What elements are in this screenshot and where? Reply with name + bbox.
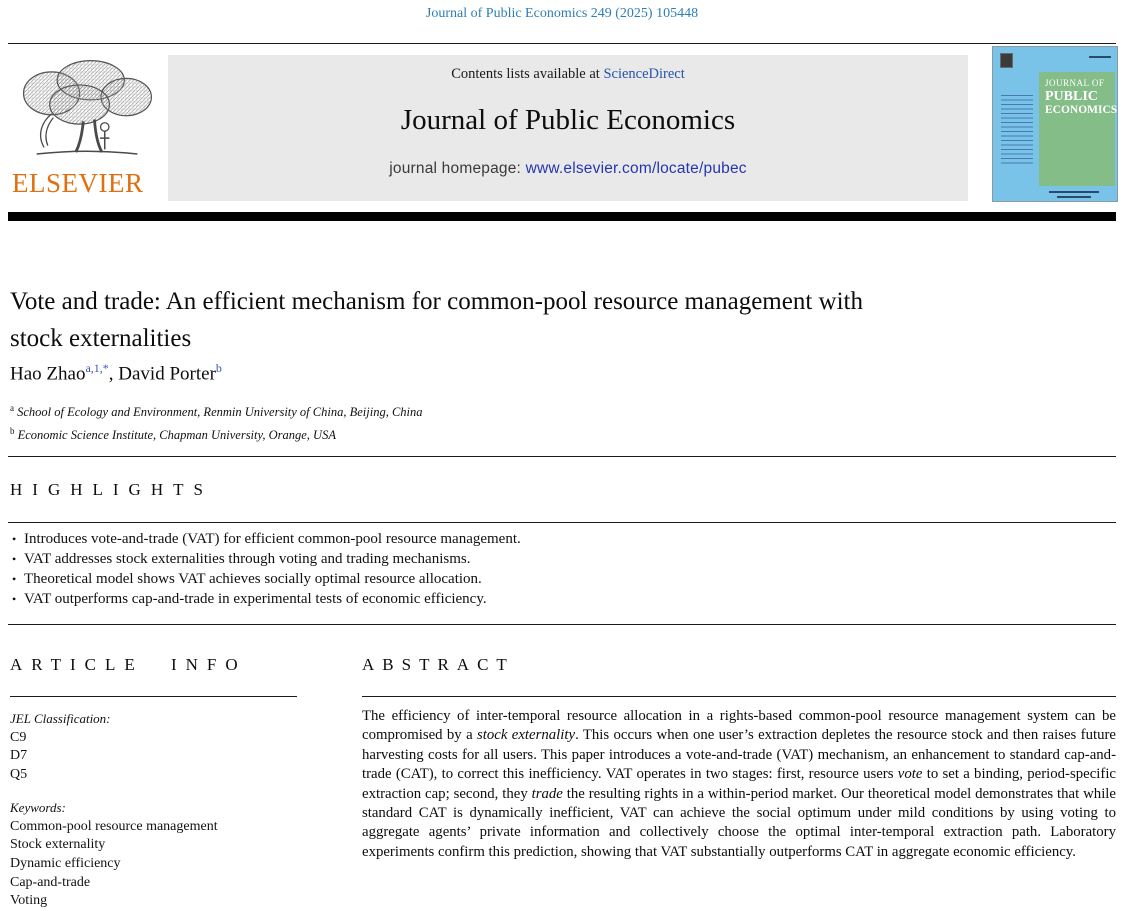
- affiliation: $^b$ Economic Science Institute, Chapman University, Orange, USA: [10, 426, 336, 443]
- article-info-section: [10, 655, 345, 911]
- homepage-url-link[interactable]: www.elsevier.com/locate/pubec: [525, 160, 747, 177]
- affiliation-sup: b: [10, 426, 15, 437]
- highlight-item: • Theoretical model shows VAT achieves socially optimal resource allocation.: [10, 569, 1110, 589]
- divider: [8, 624, 1116, 625]
- affiliation: $^a$ School of Ecology and Environment, Renmin University of China, Beijing, China: [10, 403, 423, 420]
- homepage-prefix: journal homepage:: [389, 160, 526, 177]
- journal-masthead: [168, 55, 968, 201]
- elsevier-wordmark: ELSEVIER: [12, 168, 144, 198]
- jel-code: C9: [10, 729, 27, 745]
- cover-sciencedirect-mark: [1057, 196, 1091, 198]
- highlight-item: • VAT addresses stock externalities through voting and trading mechanisms.: [10, 549, 1110, 569]
- divider: [10, 696, 297, 697]
- abstract-segment: vote: [897, 766, 923, 783]
- keyword-item: Common-pool resource management: [10, 818, 218, 834]
- cover-title-line1: JOURNAL OF: [1045, 78, 1105, 88]
- abstract-segment: stock externality: [477, 727, 576, 744]
- divider: [8, 456, 1116, 457]
- cover-volume-text: [1089, 56, 1111, 58]
- sciencedirect-link[interactable]: ScienceDirect: [603, 66, 685, 82]
- author-affil-sup: a,1,*: [85, 361, 109, 375]
- divider: [8, 43, 1116, 44]
- cover-title-panel: [1039, 72, 1118, 186]
- journal-citation-link[interactable]: Journal of Public Economics 249 (2025) 105448: [425, 6, 699, 21]
- keyword-item: Stock externality: [10, 837, 106, 853]
- jel-code: Q5: [10, 767, 28, 783]
- abstract-segment: to set a binding, period-specific extraction cap; second, they: [362, 766, 1116, 802]
- abstract-heading: ABSTRACT: [362, 655, 515, 674]
- divider: [362, 696, 1116, 697]
- keyword-list: [10, 818, 345, 911]
- article-info-heading: ARTICLE INFO: [10, 655, 247, 674]
- highlights-heading: HIGHLIGHTS: [10, 480, 213, 499]
- keyword-item: Dynamic efficiency: [10, 855, 121, 871]
- highlight-item: • Introduces vote-and-trade (VAT) for efficient common-pool resource management.: [10, 529, 1110, 549]
- cover-title-line2: PUBLIC: [1045, 89, 1098, 104]
- journal-title: Journal of Public Economics: [400, 104, 736, 136]
- keyword-item: Voting: [10, 893, 48, 909]
- elsevier-tree-icon: [12, 56, 162, 168]
- journal-cover-thumbnail[interactable]: [992, 46, 1118, 202]
- contents-line: [168, 66, 968, 83]
- jel-classification-label: JEL Classification:: [10, 711, 111, 726]
- cover-editors-list: [1001, 95, 1033, 167]
- abstract-segment: the resulting rights in a within-period market. Our theoretical model demonstrates that while standard CAT is dynamically inefficient, VAT can achieve the social optimum under mild conditions by using voting to aggregate agents’ private information and collectively choose the optimal inter-temporal extraction path. Laboratory experiments confirm this prediction, showing that VAT substantially outperforms CAT in aggregate economic efficiency.: [362, 785, 1116, 860]
- article-title: Vote and trade: An efficient mechanism for common-pool resource management with stock externalities: [10, 288, 863, 352]
- author-list: Hao Zhao$^{a,1,*}$, David Porter$^b$: [10, 361, 222, 385]
- abstract-segment: trade: [531, 785, 563, 802]
- jel-code: D7: [10, 748, 28, 764]
- contents-prefix: Contents lists available at: [451, 66, 604, 82]
- homepage-line: [168, 160, 968, 178]
- highlight-item: • VAT outperforms cap-and-trade in experimental tests of economic efficiency.: [10, 589, 1110, 609]
- author-affil-sup: b: [215, 361, 222, 375]
- author-name: Hao Zhao: [10, 363, 86, 385]
- masthead-black-bar: [8, 212, 1116, 221]
- divider: [8, 522, 1116, 523]
- abstract-text: [362, 707, 1116, 862]
- elsevier-logo: [12, 56, 164, 202]
- jel-code-list: [10, 729, 345, 785]
- abstract-section: [362, 655, 1116, 862]
- cover-footer-text: [1049, 191, 1099, 193]
- cover-title-line3: ECONOMICS: [1045, 104, 1118, 116]
- highlights-list: [10, 529, 1110, 609]
- affiliation-list: [10, 399, 423, 445]
- keyword-item: Cap-and-trade: [10, 874, 91, 890]
- abstract-segment: . This occurs when one user’s extraction depletes the resource stock and then raises future harvesting costs for all users. This paper introduces a vote-and-trade (VAT) mechanism, an enhancement to standard cap-and-trade (CAT), to correct this inefficiency. VAT operates in two stages: first, resource users: [362, 727, 1116, 783]
- cover-publisher-emblem-icon: [1000, 53, 1013, 68]
- affiliation-sup: a: [10, 403, 14, 413]
- abstract-segment: The efficiency of inter-temporal resource allocation in a rights-based common-pool resource management system can be compromised by a: [362, 708, 1116, 744]
- author-name: David Porter: [118, 363, 216, 385]
- keywords-label: Keywords:: [10, 799, 66, 815]
